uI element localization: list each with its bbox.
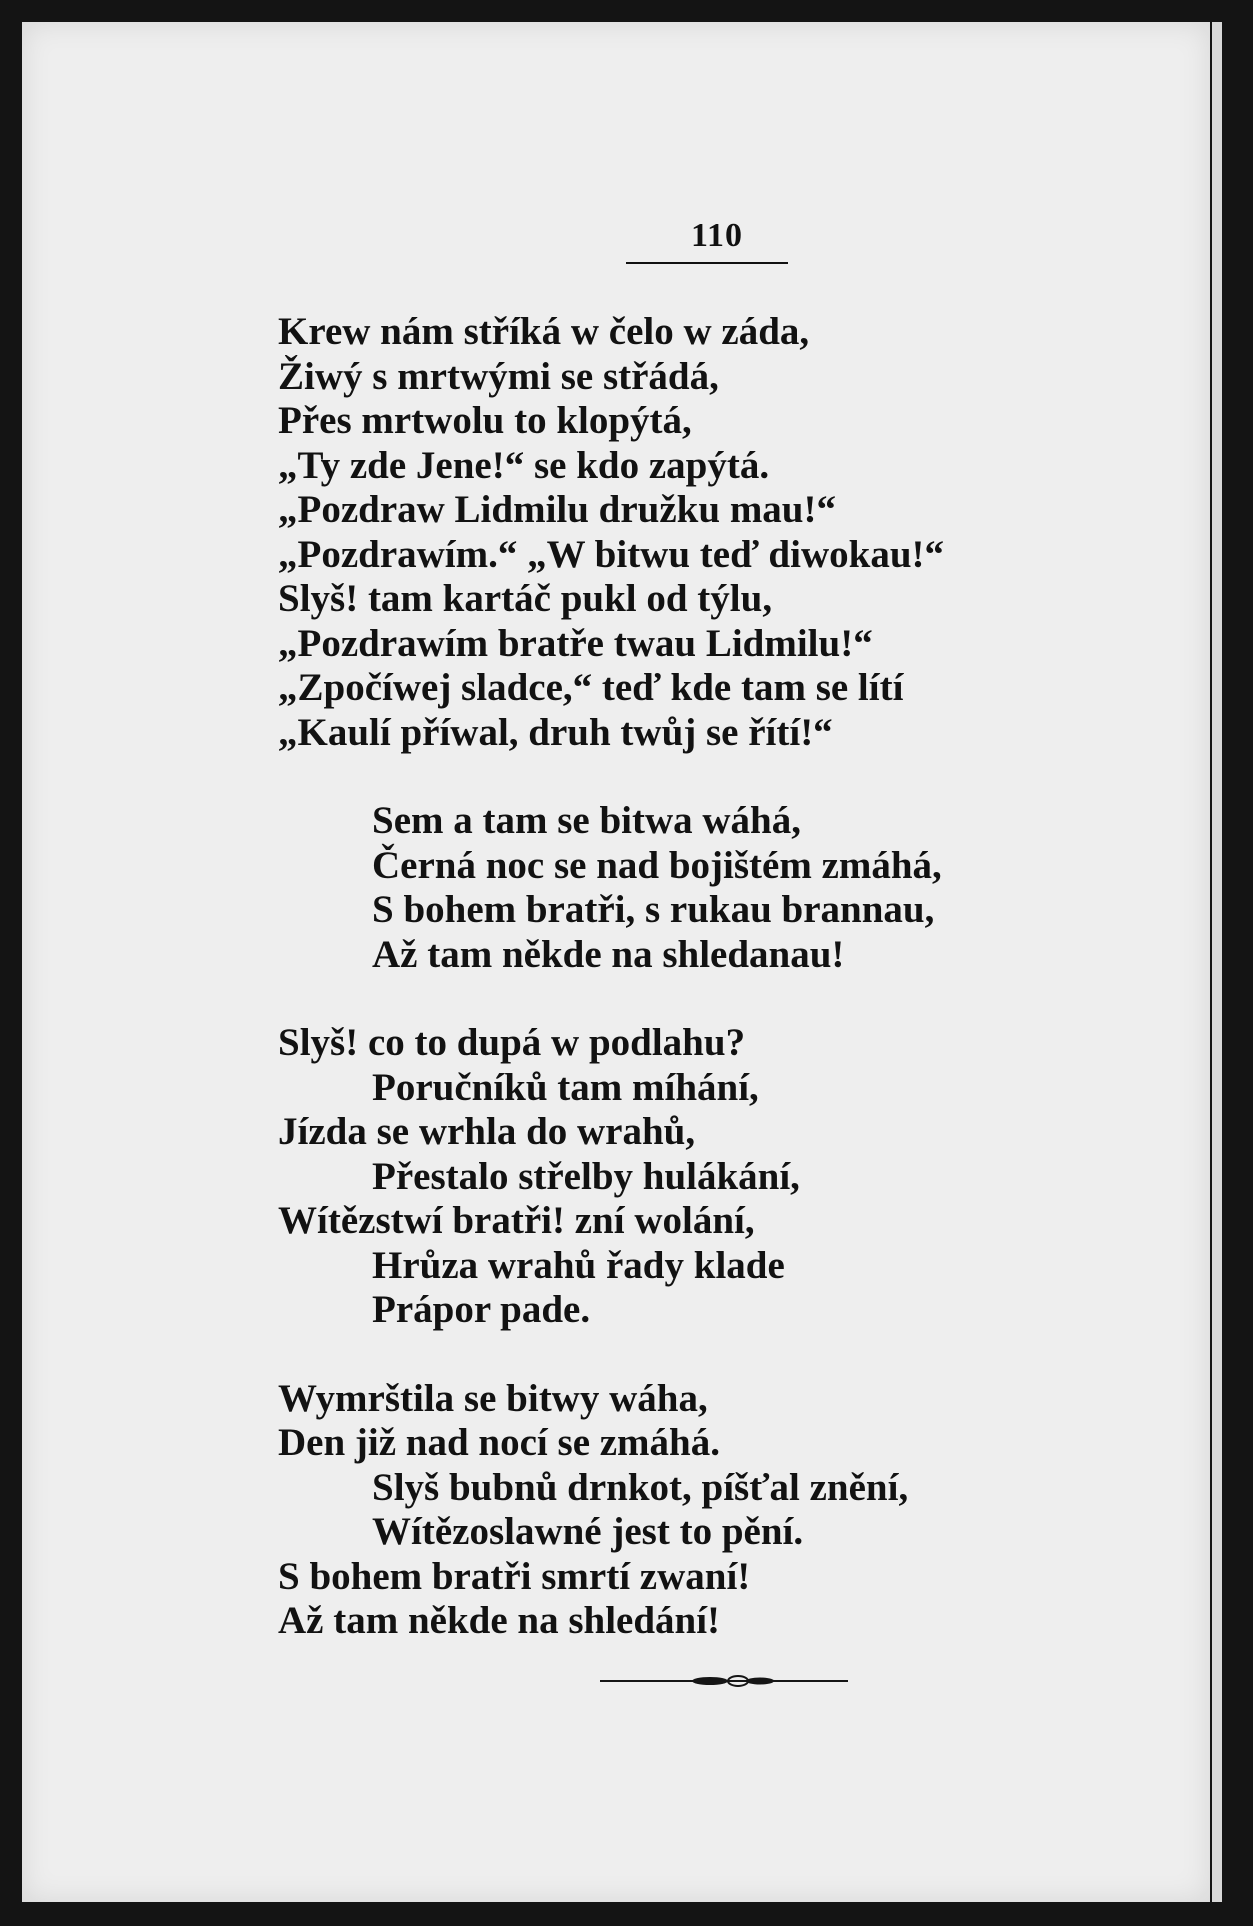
poem-line: Žiwý s mrtwými se střádá,: [278, 354, 719, 398]
poem-line: Hrůza wrahů řady klade: [372, 1243, 785, 1287]
poem-line: S bohem bratři smrtí zwaní!: [278, 1554, 751, 1598]
poem-line: „Kaulí příwal, druh twůj se řítí!“: [278, 710, 833, 754]
poem-line: Poručníků tam míhání,: [372, 1065, 759, 1109]
poem-line: S bohem bratři, s rukau brannau,: [372, 888, 935, 931]
poem-line: Wymrštila se bitwy wáha,: [278, 1376, 708, 1420]
poem-line: Wítězoslawné jest to pění.: [372, 1510, 804, 1553]
poem-line: Sem a tam se bitwa wáhá,: [372, 799, 801, 842]
page-number-rule: [626, 262, 788, 264]
poem-line: „Pozdrawím bratře twau Lidmilu!“: [278, 621, 873, 665]
poem-line: „Ty zde Jene!“ se kdo zapýtá.: [278, 443, 770, 487]
stanza: [278, 310, 1138, 755]
poem-line: „Zpočíwej sladce,“ teď kde tam se lítí: [278, 666, 904, 709]
poem-line: Přestalo střelby hulákání,: [372, 1154, 800, 1198]
poem-line: Slyš bubnů drnkot, píšťal znění,: [372, 1465, 909, 1509]
poem: [278, 310, 1138, 1688]
page-number: 110: [690, 217, 744, 254]
poem-line: Krew nám stříká w čelo w záda,: [278, 310, 810, 353]
poem-line: Slyš! tam kartáč pukl od týlu,: [278, 577, 773, 620]
end-ornament: [600, 1674, 848, 1688]
adjacent-page-edge: [1212, 22, 1222, 1902]
poem-line: Wítězstwí bratři! zní wolání,: [278, 1199, 755, 1242]
poem-line: Prápor pade.: [372, 1288, 591, 1331]
poem-line: Až tam někde na shledanau!: [372, 932, 845, 976]
stanza: [278, 1021, 1138, 1333]
poem-line: Až tam někde na shledání!: [278, 1599, 721, 1642]
poem-line: Přes mrtwolu to klopýtá,: [278, 399, 692, 442]
poem-line: „Pozdrawím.“ „W bitwu teď diwokau!“: [278, 532, 944, 576]
book-page: [22, 22, 1210, 1902]
poem-line: Slyš! co to dupá w podlahu?: [278, 1021, 746, 1064]
stanza: [278, 799, 1138, 977]
poem-line: Černá noc se nad bojištém zmáhá,: [372, 843, 942, 887]
stanza: [278, 1377, 1138, 1644]
poem-line: Den již nad nocí se zmáhá.: [278, 1421, 720, 1464]
poem-line: Jízda se wrhla do wrahů,: [278, 1110, 696, 1153]
poem-line: „Pozdraw Lidmilu družku mau!“: [278, 488, 836, 531]
